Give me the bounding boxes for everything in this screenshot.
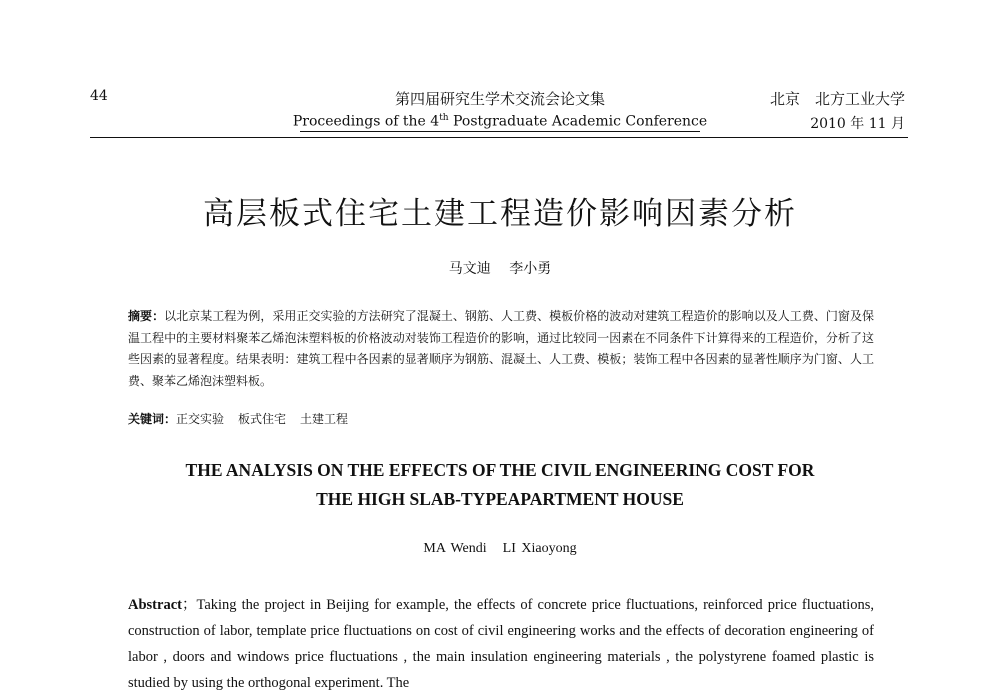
proceedings-title-en-sup: th [439, 113, 449, 123]
conference-place: 北京 北方工业大学 [769, 90, 905, 108]
authors-en [0, 541, 1000, 557]
proceedings-title-en-post: Postgraduate Academic Conference [448, 113, 708, 130]
header-rule [90, 137, 908, 138]
paper-title-cn: 高层板式住宅土建工程造价影响因素分析 [203, 196, 797, 232]
abstract-cn-text: 以北京某工程为例，采用正交实验的方法研究了混凝土、钢筋、人工费、模板价格的波动对建筑工程造价的影响以及人工费、门窗及保温工程中的主要材料聚苯乙烯泡沫塑料板的价格波动对装饰工程造价的影响，通过比较同一因素在不同条件下计算得来的工程造价，分析了这些因素的显著程度。结果表明：建筑工程中各因素的显著顺序为钢筋、混凝土、人工费、模板；装饰工程中各因素的显著性顺序为门窗、人工费、聚苯乙烯泡沫塑料板。 [128, 309, 874, 388]
abstract-en-label: Abstract [128, 597, 182, 613]
keyword-2: 板式住宅 [238, 412, 287, 426]
conference-venue [735, 88, 905, 133]
author-en-2: LI Xiaoyong [502, 541, 577, 556]
abstract-en [128, 592, 874, 696]
paper-title-en-line2: THE HIGH SLAB-TYPEAPARTMENT HOUSE [316, 489, 684, 509]
keyword-1: 正交实验 [176, 412, 225, 426]
abstract-cn-label: 摘要： [128, 309, 165, 323]
author-cn-1: 马文迪 [448, 261, 491, 277]
paper-title-en-line1: THE ANALYSIS ON THE EFFECTS OF THE CIVIL ENGINEERING COST FOR [185, 460, 815, 480]
proceedings-title-en-pre: Proceedings of the 4 [292, 113, 440, 130]
keywords-cn [128, 410, 874, 427]
author-en-1: MA Wendi [423, 541, 487, 556]
abstract-cn [128, 306, 874, 392]
paper-title-en [110, 456, 890, 514]
authors-cn [0, 258, 1000, 278]
abstract-en-text: ；Taking the project in Beijing for example, the effects of concrete price fluctuations, reinforced price fluctuations, construction of labor, template price fluctuations on cost of civil engineering works and the effects of decoration engineering of labor , doors and windows price fluctuations , the main insulation engineering materials , the polystyrene foamed plastic is studied by using the orthogonal experiment. The [128, 597, 874, 691]
proceedings-title-cn: 第四届研究生学术交流会论文集 [394, 90, 605, 108]
page-number: 44 [90, 88, 108, 104]
running-header [290, 88, 710, 130]
proceedings-title-en [290, 113, 710, 130]
keywords-cn-label: 关键词： [128, 412, 177, 426]
header-underline [300, 131, 700, 132]
author-cn-2: 李小勇 [509, 261, 552, 277]
conference-date: 2010 年 11 月 [810, 116, 905, 132]
keyword-3: 土建工程 [300, 412, 349, 426]
